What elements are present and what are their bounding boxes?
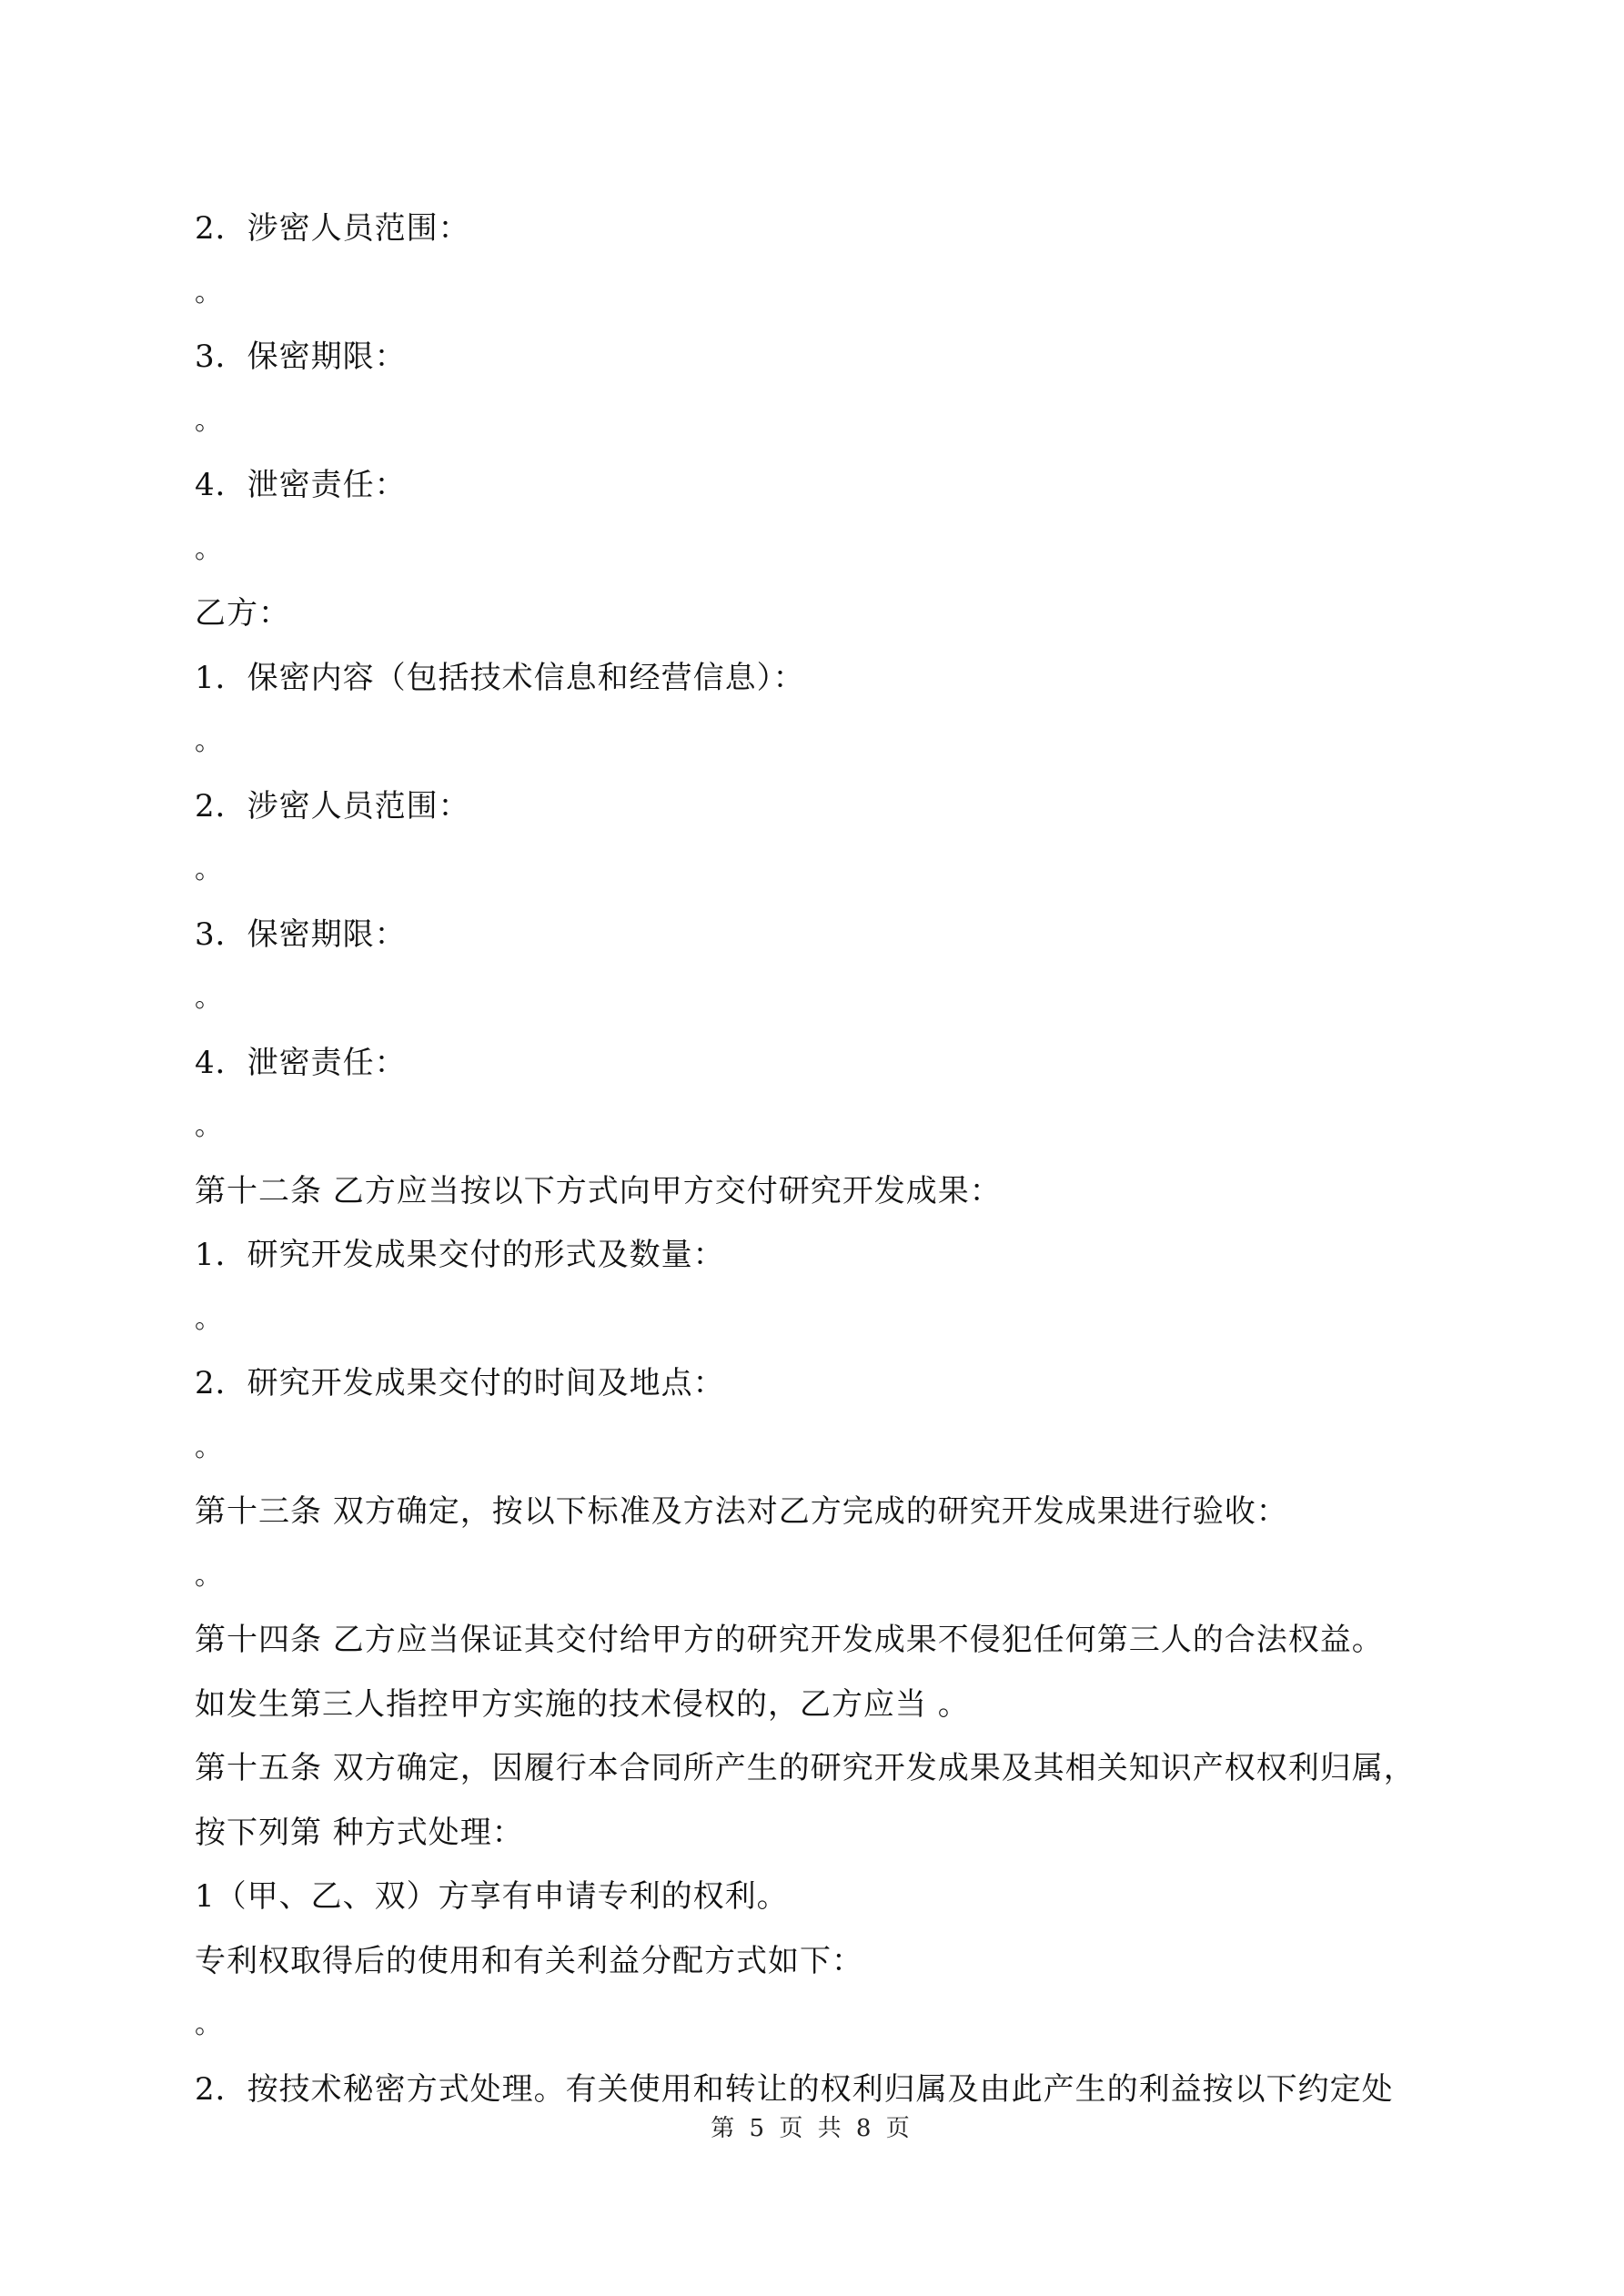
text-line: 专利权取得后的使用和有关利益分配方式如下： [195, 1942, 863, 1979]
text-line: 2．研究开发成果交付的时间及地点： [195, 1365, 725, 1401]
article-heading: 第十三条 双方确定，按以下标准及方法对乙方完成的研究开发成果进行验收： [195, 1493, 1288, 1530]
section-heading: 乙方： [195, 595, 290, 632]
text-line: 。 [195, 276, 223, 308]
text-line: 。 [195, 2008, 223, 2040]
document-body [195, 197, 1450, 2121]
article-heading: 第十五条 双方确定，因履行本合同所产生的研究开发成果及其相关知识产权权利归属， [195, 1750, 1416, 1786]
text-line: 2．按技术秘密方式处理。有关使用和转让的权利归属及由此产生的利益按以下约定处 [195, 2070, 1394, 2108]
text-line: 。 [195, 1302, 223, 1335]
text-line: 。 [195, 725, 223, 757]
text-line: 。 [195, 982, 223, 1014]
text-line: 。 [195, 1431, 223, 1463]
text-line: 如发生第三人指控甲方实施的技术侵权的，乙方应当 。 [195, 1685, 970, 1723]
text-line: 。 [195, 532, 223, 565]
text-line: 。 [195, 1110, 223, 1142]
text-line: 按下列第 种方式处理： [195, 1814, 524, 1851]
text-line: 3．保密期限： [195, 915, 407, 953]
text-line: 2．涉密人员范围： [195, 787, 470, 824]
text-line: 。 [195, 404, 223, 437]
text-line: 1．研究开发成果交付的形式及数量： [195, 1237, 725, 1273]
text-line: 1（甲、乙、双）方享有申请专利的权利。 [195, 1878, 789, 1915]
text-line: 2．涉密人员范围： [195, 210, 470, 247]
article-heading: 第十四条 乙方应当保证其交付给甲方的研究开发成果不侵犯任何第三人的合法权益。 [195, 1622, 1384, 1658]
text-line: 1．保密内容（包括技术信息和经营信息）： [195, 659, 805, 696]
text-line: 4．泄密责任： [195, 467, 407, 503]
article-heading: 第十二条 乙方应当按以下方式向甲方交付研究开发成果： [195, 1172, 1002, 1209]
text-line: 3．保密期限： [195, 339, 407, 375]
text-line: 4．泄密责任： [195, 1044, 407, 1081]
page-number-footer: 第 5 页 共 8 页 [711, 2115, 913, 2142]
text-line: 。 [195, 854, 223, 885]
text-line: 。 [195, 1559, 223, 1592]
